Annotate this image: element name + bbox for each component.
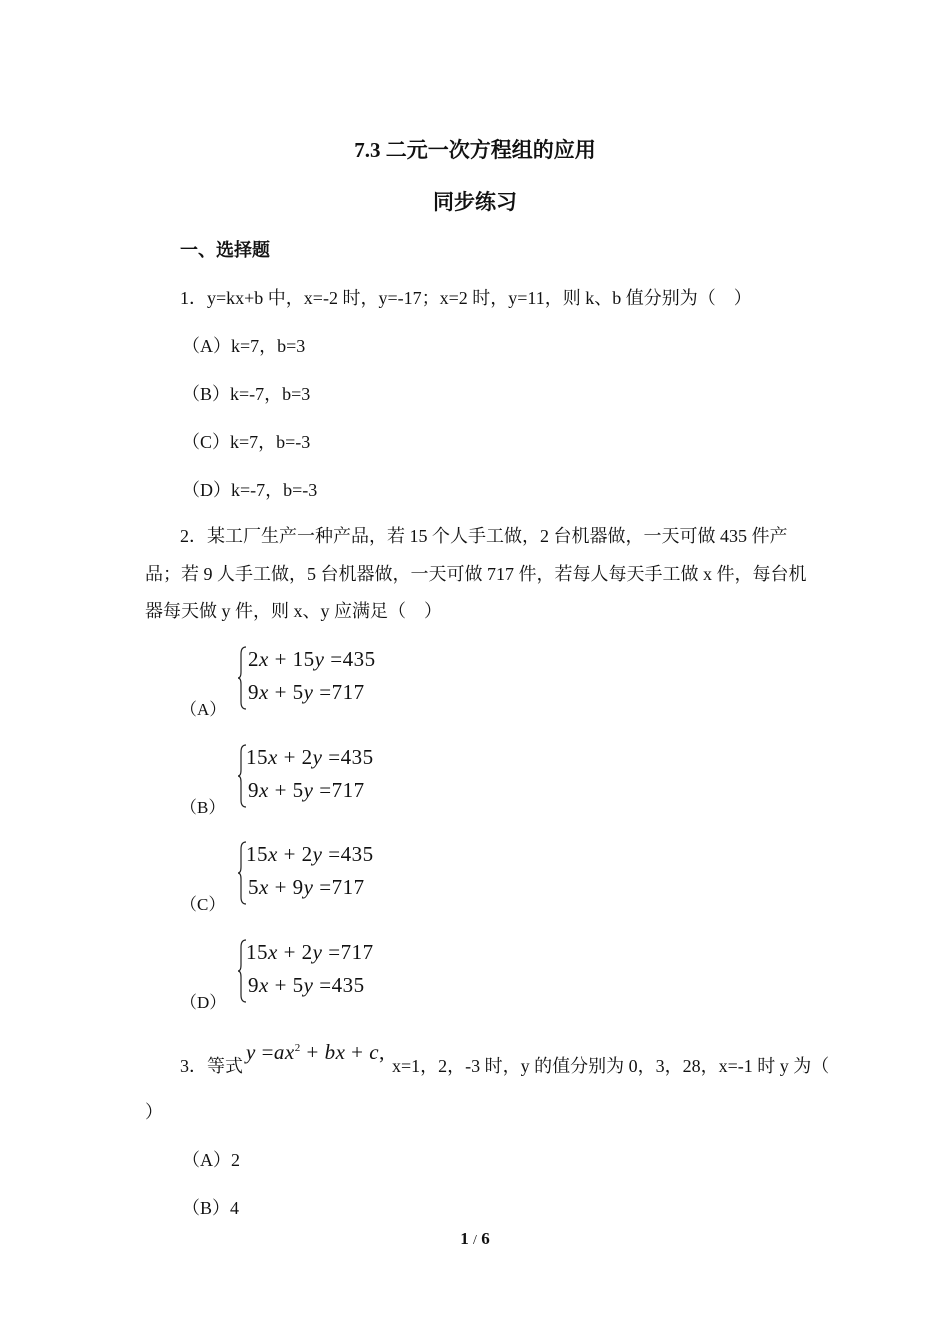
question-1-option-c: （C）k=7，b=-3 [182, 432, 311, 452]
section-heading: 一、选择题 [180, 240, 270, 260]
question-2-option-d-equation-1: 15x + 2y =717 [246, 940, 374, 964]
question-2-option-b-equation-2: 9x + 5y =717 [248, 778, 365, 802]
question-2-option-a-equation-1: 2x + 15y =435 [248, 647, 376, 671]
question-2-option-c-label: （C） [180, 895, 226, 914]
question-3-option-a: （A）2 [182, 1150, 240, 1170]
question-3-option-b: （B）4 [182, 1198, 240, 1218]
question-2-option-b-label: （B） [180, 798, 226, 817]
question-2-option-b-equation-1: 15x + 2y =435 [246, 745, 374, 769]
question-3-close: ） [145, 1102, 163, 1122]
question-2-option-d-label: （D） [180, 993, 227, 1012]
document-title: 7.3 二元一次方程组的应用 [354, 138, 596, 162]
question-1-option-d: （D）k=-7，b=-3 [182, 480, 318, 500]
question-2-stem-line3: 器每天做 y 件，则 x、y 应满足（ ） [145, 601, 442, 621]
question-2-option-a-brace [238, 646, 242, 708]
question-3-prefix: 3．等式 [180, 1056, 243, 1076]
question-1-stem: 1．y=kx+b 中，x=-2 时，y=-17；x=2 时，y=11，则 k、b 值分别为（ ） [180, 288, 752, 308]
question-2-stem-line1: 2．某工厂生产一种产品，若 15 个人手工做，2 台机器做，一天可做 435 件产 [180, 526, 788, 546]
question-1-option-a: （A）k=7，b=3 [182, 336, 306, 356]
document-subtitle: 同步练习 [433, 190, 517, 214]
question-2-stem-line2: 品；若 9 人手工做，5 台机器做，一天可做 717 件，若每人每天手工做 x 件，每台机 [145, 564, 807, 584]
question-2-option-d-equation-2: 9x + 5y =435 [248, 973, 365, 997]
question-2-option-a-equation-2: 9x + 5y =717 [248, 680, 365, 704]
question-3-formula: $y =ax^2$ + bx + c, [246, 1040, 385, 1064]
question-3-suffix: x=1，2，-3 时，y 的值分别为 0，3，28，x=-1 时 y 为（ [392, 1056, 830, 1076]
page-number: 1 / 6 [460, 1229, 490, 1248]
question-2-option-c-equation-2: 5x + 9y =717 [248, 875, 365, 899]
question-2-option-a-label: （A） [180, 700, 227, 719]
question-1-option-b: （B）k=-7，b=3 [182, 384, 311, 404]
question-2-option-c-equation-1: 15x + 2y =435 [246, 842, 374, 866]
